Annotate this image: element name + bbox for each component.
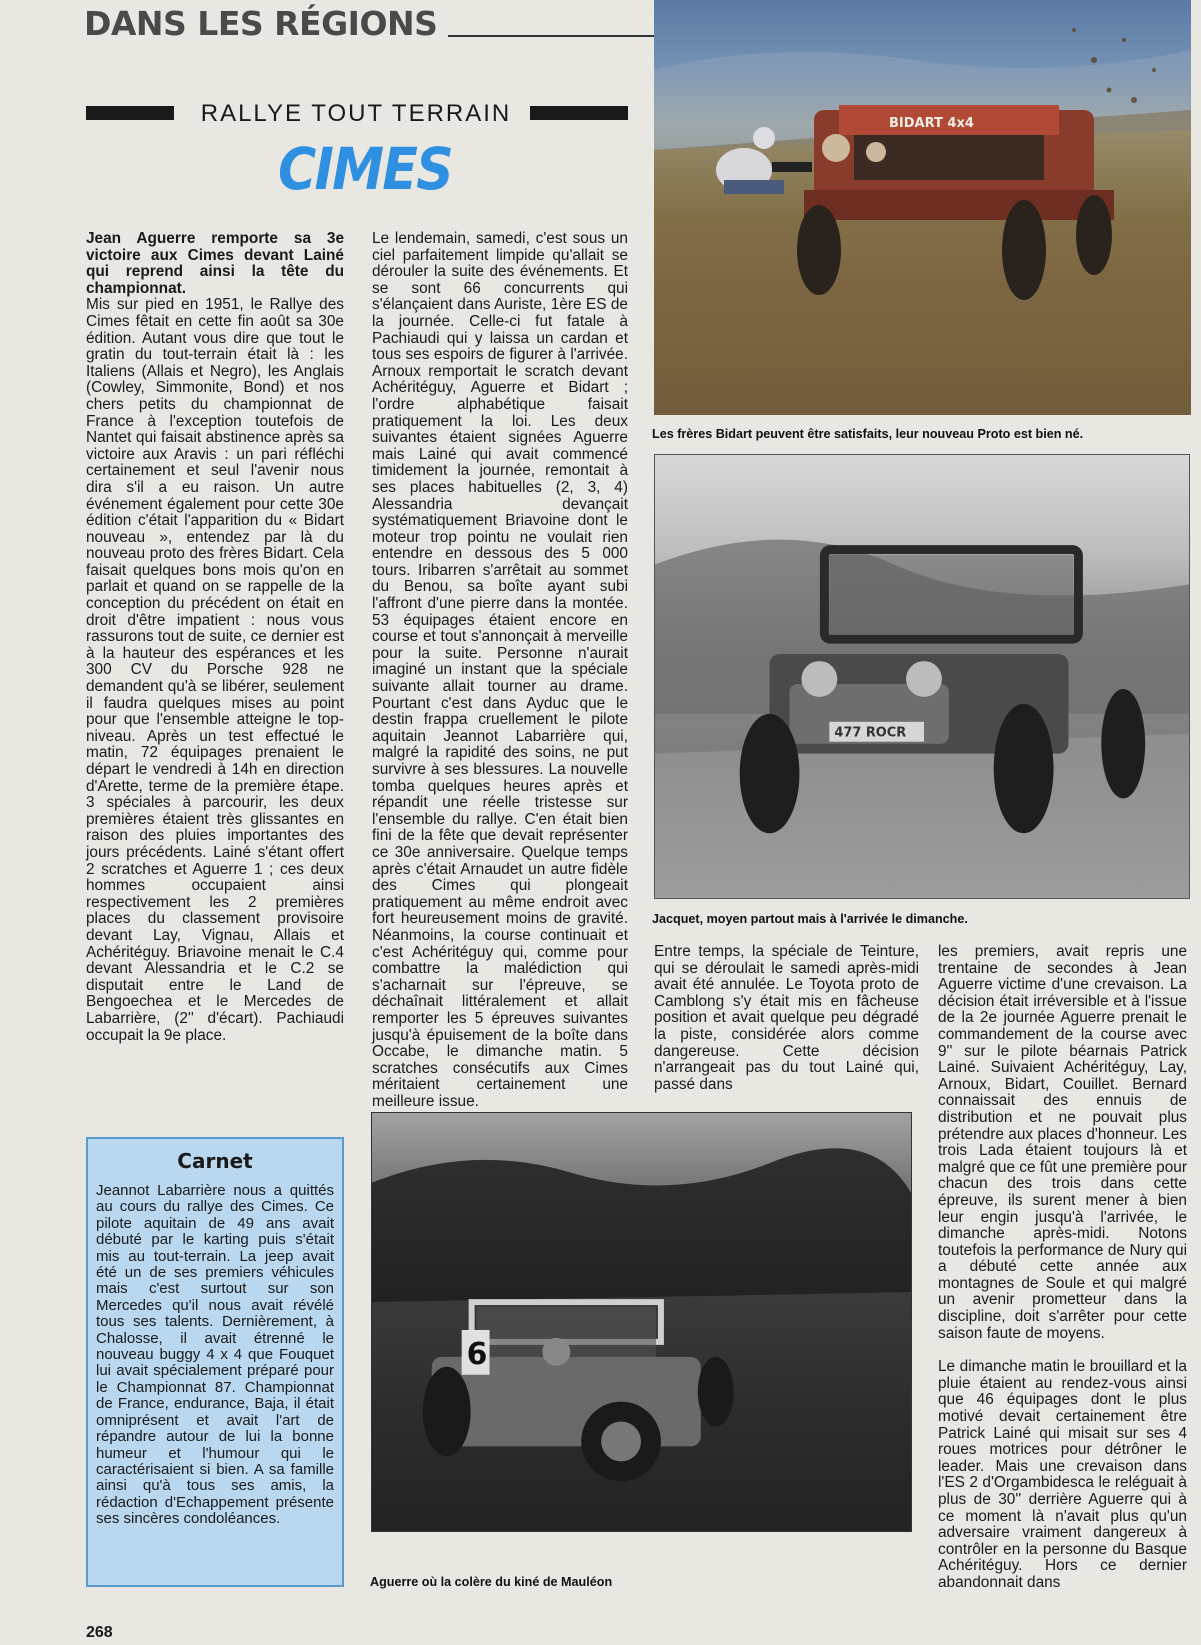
- article-paragraph: Le lendemain, samedi, c'est sous un ciel parfaitement limpide qu'allait se dérouler la suite des événements. Et se sont 66 concurrents qui s'élançaient dans Auriste, 1ère ES de la journée. Celle-ci fut fatale à Pachiaudi qui y laissa un cardan et tous ses espoirs de figurer à l'arrivée. Arnoux remportait le scratch devant Achéritéguy, Aguerre et Bidart ; l'ordre alphabétique faisait pratiquement la loi. Les deux suivantes étaient signées Aguerre mais Lainé qui avait commencé timidement la journée, remontait à ses places habituelles (2, 3, 4) Alessandria devançait systématiquement Briavoine dont le moteur trop pointu ne voulait rien entendre en dessous des 5 000 tours. Iribarren s'arrêtait au sommet du Benou, sa boîte ayant subi l'affront d'une pierre dans la montée. 53 équipages étaient encore en course et tout s'annonçait à merveille pour la suite. Personne n'aurait imaginé un instant que la spéciale suivante allait tourner au drame. Pourtant c'est dans Ayduc que le destin frappa cruellement le pilote aquitain Jeannot Labarrière qui, malgré la rapidité des soins, ne put survivre à ses blessures. La nouvelle tomba quelques heures après et répandit une réelle tristesse sur l'ensemble du rallye. C'en était bien fini de la fête que devait représenter ce 30e anniversaire. Quelque temps après c'était Arnaudet un autre fidèle des Cimes qui plongeait pratiquement au même endroit avec fort heureusement moins de gravité. Néanmoins, la course continuait et c'est Achéritéguy qui, comme pour combattre la malédiction qui s'acharnait sur l'épreuve, se déchaînait littéralement et allait remporter les 5 épreuves suivantes jusqu'à épuisement de la boîte dans Occabe, le dimanche matin. 5 scratches consécutifs aux Cimes méritaient certainement une meilleure issue.: [372, 230, 628, 1110]
- article-paragraph: Mis sur pied en 1951, le Rallye des Cimes fêtait en cette fin août sa 30e édition. Autant vous dire que tout le gratin du tout-terrain était là : les Italiens (Allais et Negro), les Anglais (Cowley, Simmonite, Bond) et nos chers petits du championnat de France à l'exception toutefois de Nantet qui faisait abstinence après sa victoire aux Aravis : un pari réfléchi certainement et seul l'avenir nous dira s'il a eu raison. Un autre événement également pour cette 30e édition c'était l'apparition du « Bidart nouveau », entendez par là du nouveau proto des frères Bidart. Cela faisait quelques bons mois qu'on en parlait et quand on se rappelle de la conception du précédent on était en droit d'être impatient : nous vous rassurons tout de suite, ce dernier est à la hauteur des espérances et les 300 CV du Porsche 928 ne demandent qu'à se libérer, seulement il faudra quelques mises au point pour que l'ensemble atteigne le top-niveau. Après un test effectué le matin, 72 équipages prenaient le départ le vendredi à 14h en direction d'Arette, terme de la première étape. 3 spéciales à parcourir, les deux premières étaient très glissantes en raison des pluies importantes des jours précédents. Lainé s'étant offert 2 scratches et Aguerre 1 ; ces deux hommes occupaient ainsi respectivement les 2 premières places du classement provisoire devant Lay, Vignau, Allais et Achéritéguy. Briavoine menait le C.4 devant Alessandria et le C.2 se disputait entre le Land de Bengoechea et le Mercedes de Labarrière, (2'' d'écart). Pachiaudi occupait la 9e place.: [86, 296, 344, 1044]
- caption-photo-1: Les frères Bidart peuvent être satisfaits, leur nouveau Proto est bien né.: [652, 427, 1084, 441]
- carnet-text: Jeannot Labarrière nous a quittés au cours du rallye des Cimes. Ce pilote aquitain de 49 ans avait débuté par le karting puis s'était mis au tout-terrain. La jeep avait été un de ses premiers véhicules mais c'est surtout sur son Mercedes qu'il nous avait révélé tous ses talents. Dernièrement, à Chalosse, il avait étrenné le nouveau buggy 4 x 4 que Fouquet lui avait spécialement préparé pour le Championnat 87. Championnat de France, endurance, Baja, il était omniprésent et avait l'art de répandre autour de lui la bonne humeur et l'humour qui le caractérisaient si bien. A sa famille ainsi qu'à tous ses amis, la rédaction d'Echappement présente ses sincères condoléances.: [96, 1182, 334, 1528]
- race-number: 6: [466, 1336, 488, 1372]
- article-column-3: [654, 944, 919, 1094]
- page-number: 268: [86, 1624, 113, 1641]
- rubric-bar-left: [86, 106, 174, 120]
- photo-aguerre: [371, 1112, 912, 1532]
- buggy-night-illustration: [372, 1113, 911, 1531]
- article-paragraph: Le dimanche matin le brouillard et la pluie étaient au rendez-vous ainsi que 46 équipages dont le plus motivé devait certainement être Patrick Lainé qui misait sur ses 4 roues motrices pour détrôner le leader. Mais une crevaison dans l'ES 2 d'Orgambidesca le reléguait à plus de 30'' derrière Aguerre qui à ce moment là n'avait plus qu'un adversaire vraiment dangereux à contrôler en la personne du Basque Achéritéguy. Hors ce dernier abandonnait dans: [938, 1358, 1187, 1591]
- section-title: DANS LES RÉGIONS: [84, 4, 438, 43]
- article-column-4: [938, 944, 1187, 1614]
- carnet-box: [86, 1137, 344, 1587]
- license-plate: 477 ROCR: [834, 725, 907, 741]
- headline: CIMES: [278, 135, 452, 203]
- rubric-title: RALLYE TOUT TERRAIN: [200, 100, 512, 127]
- buggy-bw-illustration: [655, 455, 1189, 898]
- rubric-bar-right: [530, 106, 628, 120]
- caption-photo-2: Jacquet, moyen partout mais à l'arrivée le dimanche.: [652, 912, 968, 926]
- article-column-1: [86, 231, 344, 1081]
- carnet-title: Carnet: [177, 1149, 253, 1173]
- rubric: [86, 100, 628, 126]
- photo-bidart-proto: [654, 0, 1191, 415]
- article-paragraph: Entre temps, la spéciale de Teinture, qui se déroulait le samedi après-midi avait été annulée. Le Toyota proto de Camblong s'y était mis en fâcheuse position et avait quelque peu dégradé la piste, considérée alors comme dangereuse. Cette décision n'arrangeait pas du tout Lainé qui, passé dans: [654, 943, 919, 1093]
- article-lead: Jean Aguerre remporte sa 3e victoire aux Cimes devant Lainé qui reprend ainsi la tête du championnat.: [86, 230, 344, 297]
- article-column-2: [372, 230, 628, 1110]
- buggy-red-illustration: [654, 0, 1191, 415]
- photo-jacquet: [654, 454, 1190, 899]
- caption-photo-3: Aguerre où la colère du kiné de Mauléon: [370, 1575, 613, 1589]
- section-header: [84, 4, 644, 44]
- article-paragraph: les premiers, avait repris une trentaine de secondes à Jean Aguerre victime d'une crevaison. La décision était irréversible et à l'issue de la 2e journée Aguerre prenait le commandement de la course avec 9'' sur le pilote béarnais Patrick Lainé. Suivaient Achéritéguy, Lay, Arnoux, Bidart, Couillet. Bernard connaissait des ennuis de distribution et ne pouvait plus prétendre aux places d'honneur. Les trois Lada étaient toujours là et malgré que ce fût une première pour chacun des trois dans cette épreuve, ils surent mener à bien leur engin jusqu'à l'arrivée, le dimanche après-midi. Notons toutefois la performance de Nury qui a débuté cette année aux montagnes de Soule et qui malgré un avenir prometteur dans la discipline, doit s'arrêter pour cette saison faute de moyens.: [938, 943, 1187, 1342]
- buggy-sticker: BIDART 4x4: [889, 116, 974, 131]
- aguerre-buggy: [423, 1302, 734, 1481]
